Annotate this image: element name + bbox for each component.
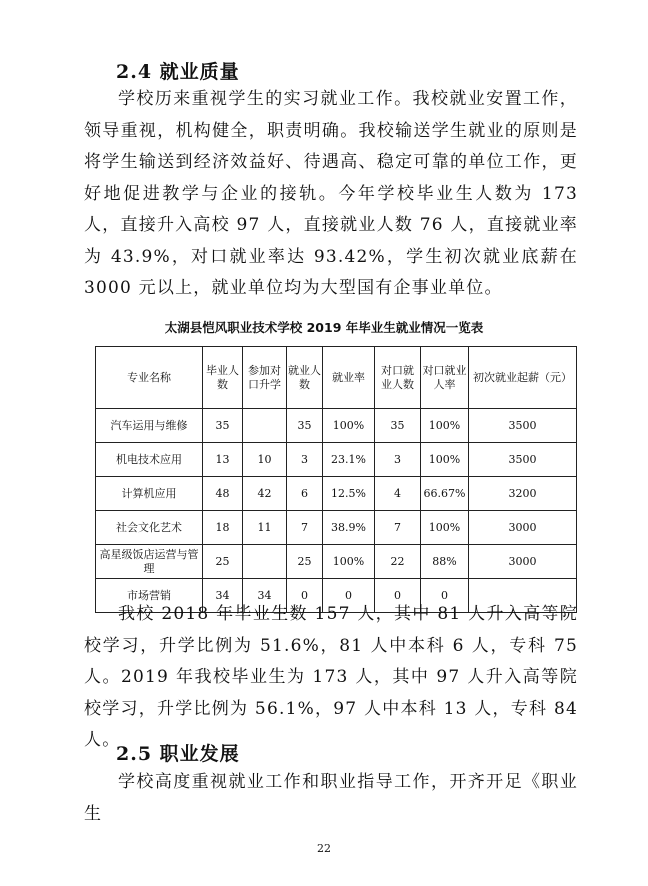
table-row [96,511,577,545]
table-cell: 100% [323,545,375,579]
table-cell: 计算机应用 [96,477,203,511]
table-cell [243,545,287,579]
table-cell: 34 [243,579,287,613]
table-cell [243,409,287,443]
table-cell: 42 [243,477,287,511]
table-cell: 25 [287,545,323,579]
table-cell: 11 [243,511,287,545]
table-cell: 35 [203,409,243,443]
table-cell: 3 [375,443,421,477]
header-cell: 就业人数 [287,347,323,409]
section-heading-career-development: 2.5 职业发展 [116,743,240,765]
table-cell: 35 [287,409,323,443]
table-cell: 0 [287,579,323,613]
table-row [96,545,577,579]
table-cell: 0 [375,579,421,613]
header-cell: 专业名称 [96,347,203,409]
table-cell: 市场营销 [96,579,203,613]
table-cell: 22 [375,545,421,579]
header-cell: 毕业人数 [203,347,243,409]
table-row [96,443,577,477]
table-cell: 100% [421,409,469,443]
table-row [96,477,577,511]
table-cell: 100% [421,443,469,477]
table-cell: 66.67% [421,477,469,511]
table-cell: 12.5% [323,477,375,511]
paragraph-graduate-stats: 我校 2018 年毕业生数 157 人，其中 81 人升入高等院校学习，升学比例为 51.6%，81 人中本科 6 人，专科 75 人。2019 年我校毕业生为 173 人，其中 97 人升入高等院校学习，升学比例为 56.1%，97 人中本科 13 人，专科 84 人。 [84,604,578,750]
table-cell: 23.1% [323,443,375,477]
table-cell: 25 [203,545,243,579]
table-cell: 18 [203,511,243,545]
table-cell: 3500 [469,409,577,443]
employment-table [95,346,577,613]
table-cell: 4 [375,477,421,511]
table-cell: 48 [203,477,243,511]
header-cell: 初次就业起薪（元） [469,347,577,409]
table-cell: 34 [203,579,243,613]
table-cell: 100% [421,511,469,545]
table-cell: 0 [323,579,375,613]
table-cell: 3500 [469,443,577,477]
table-cell: 3 [287,443,323,477]
table-cell: 3000 [469,545,577,579]
paragraph-career-development: 学校高度重视就业工作和职业指导工作，开齐开足《职业生 [84,772,578,824]
table-header-row [96,347,577,409]
table-cell: 35 [375,409,421,443]
table-cell: 6 [287,477,323,511]
table-cell: 社会文化艺术 [96,511,203,545]
table-cell: 7 [287,511,323,545]
table-row [96,409,577,443]
table-caption: 太湖县恺风职业技术学校 2019 年毕业生就业情况一览表 [164,320,484,335]
table-cell: 3000 [469,511,577,545]
header-cell: 参加对口升学 [243,347,287,409]
header-cell: 对口就业人数 [375,347,421,409]
table-cell: 0 [421,579,469,613]
table-cell: 高星级饭店运营与管理 [96,545,203,579]
table-cell: 13 [203,443,243,477]
page-number: 22 [317,842,331,855]
table-cell: 汽车运用与维修 [96,409,203,443]
table-cell: 10 [243,443,287,477]
table-cell: 7 [375,511,421,545]
header-cell: 就业率 [323,347,375,409]
table-cell: 3200 [469,477,577,511]
section-heading-employment-quality: 2.4 就业质量 [116,61,240,83]
table-cell: 机电技术应用 [96,443,203,477]
table-cell: 88% [421,545,469,579]
paragraph-employment-quality: 学校历来重视学生的实习就业工作。我校就业安置工作，领导重视，机构健全，职责明确。我校输送学生就业的原则是将学生输送到经济效益好、待遇高、稳定可靠的单位工作，更好地促进教学与企业的接轨。今年学校毕业生人数为 173 人，直接升入高校 97 人，直接就业人数 76 人，直接就业率为 43.9%，对口就业率达 93.42%，学生初次就业底薪在 3000 元以上，就业单位均为大型国有企事业单位。 [84,89,578,298]
header-cell: 对口就业人率 [421,347,469,409]
table-cell: 38.9% [323,511,375,545]
table-cell: 100% [323,409,375,443]
